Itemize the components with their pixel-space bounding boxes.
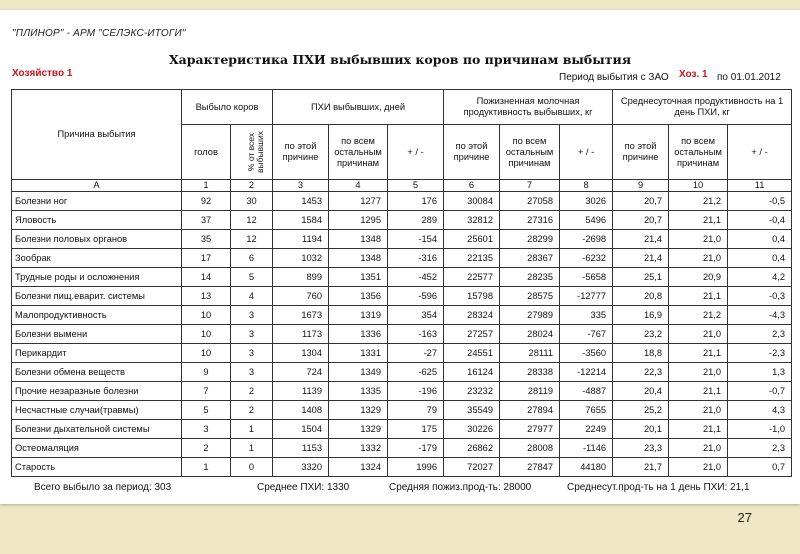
value-cell: 37: [182, 211, 231, 230]
value-cell: 7: [182, 382, 231, 401]
value-cell: 21,0: [669, 439, 728, 458]
value-cell: 2,3: [728, 439, 792, 458]
cause-cell: Старость: [12, 458, 182, 477]
table-row: [12, 249, 792, 268]
value-cell: 1332: [329, 439, 388, 458]
cause-cell: Болезни пищ.еварит. системы: [12, 287, 182, 306]
value-cell: 1584: [273, 211, 329, 230]
value-cell: 0,7: [728, 458, 792, 477]
value-cell: 44180: [560, 458, 613, 477]
value-cell: 28119: [500, 382, 560, 401]
value-cell: 72027: [444, 458, 500, 477]
column-number: 7: [500, 180, 560, 192]
value-cell: 14: [182, 268, 231, 287]
column-number-row: [12, 180, 792, 192]
page-number: 27: [737, 510, 752, 525]
value-cell: 28324: [444, 306, 500, 325]
value-cell: 3: [231, 306, 273, 325]
table-row: [12, 230, 792, 249]
value-cell: 2: [182, 439, 231, 458]
value-cell: -316: [388, 249, 444, 268]
value-cell: 27894: [500, 401, 560, 420]
value-cell: 25601: [444, 230, 500, 249]
value-cell: -1,0: [728, 420, 792, 439]
value-cell: 1331: [329, 344, 388, 363]
value-cell: 21,0: [669, 249, 728, 268]
value-cell: 1673: [273, 306, 329, 325]
value-cell: -6232: [560, 249, 613, 268]
value-cell: 175: [388, 420, 444, 439]
value-cell: 4,3: [728, 401, 792, 420]
sub-heads: голов: [182, 125, 231, 180]
app-title: "ПЛИНОР" - АРМ "СЕЛЭКС-ИТОГИ": [12, 28, 186, 39]
value-cell: -27: [388, 344, 444, 363]
value-cell: 1349: [329, 363, 388, 382]
value-cell: -3560: [560, 344, 613, 363]
cause-cell: Малопродуктивность: [12, 306, 182, 325]
sub-days-diff: + / -: [388, 125, 444, 180]
value-cell: 21,0: [669, 363, 728, 382]
value-cell: 899: [273, 268, 329, 287]
value-cell: 27847: [500, 458, 560, 477]
value-cell: 9: [182, 363, 231, 382]
column-number: 6: [444, 180, 500, 192]
cause-cell: Зообрак: [12, 249, 182, 268]
value-cell: 27257: [444, 325, 500, 344]
sub-percent: [231, 125, 273, 180]
value-cell: 21,0: [669, 401, 728, 420]
value-cell: -625: [388, 363, 444, 382]
value-cell: -0,3: [728, 287, 792, 306]
value-cell: 1173: [273, 325, 329, 344]
value-cell: 3: [231, 363, 273, 382]
value-cell: 3320: [273, 458, 329, 477]
value-cell: 21,0: [669, 458, 728, 477]
column-number: 2: [231, 180, 273, 192]
value-cell: 25,2: [613, 401, 669, 420]
value-cell: 4,2: [728, 268, 792, 287]
sub-milk-diff: + / -: [560, 125, 613, 180]
value-cell: 354: [388, 306, 444, 325]
value-cell: -1146: [560, 439, 613, 458]
value-cell: 3: [182, 420, 231, 439]
value-cell: 12: [231, 211, 273, 230]
value-cell: 15798: [444, 287, 500, 306]
value-cell: -767: [560, 325, 613, 344]
value-cell: 30226: [444, 420, 500, 439]
value-cell: -4,3: [728, 306, 792, 325]
value-cell: 35: [182, 230, 231, 249]
value-cell: 21,2: [669, 306, 728, 325]
culling-table: [11, 89, 792, 477]
value-cell: 6: [231, 249, 273, 268]
value-cell: 28111: [500, 344, 560, 363]
sub-daily-other: по всем остальным причинам: [669, 125, 728, 180]
value-cell: 1356: [329, 287, 388, 306]
average-daily: Среднесут.прод-ть на 1 день ПХИ: 21,1: [567, 482, 750, 493]
cause-cell: Болезни дыхательной системы: [12, 420, 182, 439]
value-cell: 1139: [273, 382, 329, 401]
value-cell: 24551: [444, 344, 500, 363]
header-cause: Причина выбытия: [12, 90, 182, 180]
header-culled: Выбыло коров: [182, 90, 273, 125]
value-cell: 16,9: [613, 306, 669, 325]
value-cell: 16124: [444, 363, 500, 382]
value-cell: 28367: [500, 249, 560, 268]
value-cell: 1504: [273, 420, 329, 439]
value-cell: 0: [231, 458, 273, 477]
table-row: [12, 458, 792, 477]
value-cell: 1996: [388, 458, 444, 477]
value-cell: -154: [388, 230, 444, 249]
value-cell: 21,1: [669, 287, 728, 306]
value-cell: 1329: [329, 420, 388, 439]
value-cell: 1348: [329, 249, 388, 268]
value-cell: 7655: [560, 401, 613, 420]
cause-cell: Несчастные случаи(травмы): [12, 401, 182, 420]
column-number: 10: [669, 180, 728, 192]
value-cell: -596: [388, 287, 444, 306]
value-cell: 1032: [273, 249, 329, 268]
value-cell: 1319: [329, 306, 388, 325]
value-cell: 176: [388, 192, 444, 211]
value-cell: 1348: [329, 230, 388, 249]
table-row: [12, 363, 792, 382]
sub-daily-diff: + / -: [728, 125, 792, 180]
value-cell: 1: [182, 458, 231, 477]
value-cell: -12214: [560, 363, 613, 382]
period-farm: Хоз. 1: [679, 69, 708, 80]
value-cell: 22,3: [613, 363, 669, 382]
value-cell: 28299: [500, 230, 560, 249]
header-days: ПХИ выбывших, дней: [273, 90, 444, 125]
cause-cell: Болезни ног: [12, 192, 182, 211]
value-cell: 23,3: [613, 439, 669, 458]
value-cell: 22135: [444, 249, 500, 268]
value-cell: 27058: [500, 192, 560, 211]
value-cell: 28235: [500, 268, 560, 287]
value-cell: 1351: [329, 268, 388, 287]
value-cell: 20,8: [613, 287, 669, 306]
value-cell: 28338: [500, 363, 560, 382]
value-cell: -0,4: [728, 211, 792, 230]
value-cell: 23232: [444, 382, 500, 401]
report-title: Характеристика ПХИ выбывших коров по причинам выбытия: [168, 52, 632, 67]
value-cell: 1304: [273, 344, 329, 363]
value-cell: 3: [231, 344, 273, 363]
value-cell: 32812: [444, 211, 500, 230]
value-cell: 5: [231, 268, 273, 287]
value-cell: 13: [182, 287, 231, 306]
value-cell: 25,1: [613, 268, 669, 287]
value-cell: 3026: [560, 192, 613, 211]
value-cell: 21,0: [669, 325, 728, 344]
value-cell: 27989: [500, 306, 560, 325]
value-cell: 26862: [444, 439, 500, 458]
value-cell: 5: [182, 401, 231, 420]
value-cell: 5496: [560, 211, 613, 230]
table-row: [12, 325, 792, 344]
value-cell: 12: [231, 230, 273, 249]
value-cell: 4: [231, 287, 273, 306]
value-cell: 20,4: [613, 382, 669, 401]
average-phi: Среднее ПХИ: 1330: [257, 482, 350, 493]
value-cell: 3: [231, 325, 273, 344]
cause-cell: Болезни вымени: [12, 325, 182, 344]
table-row: [12, 401, 792, 420]
value-cell: 335: [560, 306, 613, 325]
value-cell: 10: [182, 344, 231, 363]
sub-percent-text: % от всех выбывших: [246, 130, 265, 173]
value-cell: 35549: [444, 401, 500, 420]
column-number: 1: [182, 180, 231, 192]
value-cell: 79: [388, 401, 444, 420]
cause-cell: Трудные роды и осложнения: [12, 268, 182, 287]
sub-days-other: по всем остальным причинам: [329, 125, 388, 180]
value-cell: 1324: [329, 458, 388, 477]
value-cell: 20,1: [613, 420, 669, 439]
table-row: [12, 192, 792, 211]
value-cell: 22577: [444, 268, 500, 287]
value-cell: -0,7: [728, 382, 792, 401]
table-body: [12, 192, 792, 477]
table-row: [12, 420, 792, 439]
total-culled: Всего выбыло за период: 303: [34, 482, 172, 493]
value-cell: 1: [231, 420, 273, 439]
value-cell: 1336: [329, 325, 388, 344]
value-cell: 20,7: [613, 192, 669, 211]
value-cell: -2,3: [728, 344, 792, 363]
column-number: 8: [560, 180, 613, 192]
value-cell: 1335: [329, 382, 388, 401]
value-cell: 1194: [273, 230, 329, 249]
value-cell: 20,7: [613, 211, 669, 230]
value-cell: 27316: [500, 211, 560, 230]
cause-cell: Болезни половых органов: [12, 230, 182, 249]
average-milk: Средняя пожиз.прод-ть: 28000: [389, 482, 532, 493]
period-label: Период выбытия с ЗАО: [559, 72, 669, 83]
value-cell: -4887: [560, 382, 613, 401]
cause-cell: Остеомаляция: [12, 439, 182, 458]
value-cell: 1295: [329, 211, 388, 230]
table-row: [12, 439, 792, 458]
value-cell: 10: [182, 306, 231, 325]
value-cell: 1277: [329, 192, 388, 211]
value-cell: 18,8: [613, 344, 669, 363]
value-cell: 724: [273, 363, 329, 382]
value-cell: 21,1: [669, 382, 728, 401]
value-cell: 27977: [500, 420, 560, 439]
cause-cell: Яловость: [12, 211, 182, 230]
value-cell: 23,2: [613, 325, 669, 344]
value-cell: 1453: [273, 192, 329, 211]
value-cell: -179: [388, 439, 444, 458]
table-row: [12, 344, 792, 363]
value-cell: -196: [388, 382, 444, 401]
value-cell: -452: [388, 268, 444, 287]
value-cell: 1329: [329, 401, 388, 420]
table-row: [12, 306, 792, 325]
value-cell: 21,1: [669, 211, 728, 230]
table-row: [12, 268, 792, 287]
value-cell: 0,4: [728, 249, 792, 268]
cause-cell: Болезни обмена веществ: [12, 363, 182, 382]
value-cell: 289: [388, 211, 444, 230]
table-row: [12, 287, 792, 306]
value-cell: 21,0: [669, 230, 728, 249]
value-cell: 21,2: [669, 192, 728, 211]
header-milk: Пожизненная молочная продуктивность выбывших, кг: [444, 90, 613, 125]
value-cell: 1153: [273, 439, 329, 458]
value-cell: 30: [231, 192, 273, 211]
value-cell: 760: [273, 287, 329, 306]
value-cell: 92: [182, 192, 231, 211]
column-number: 9: [613, 180, 669, 192]
sub-milk-other: по всем остальным причинам: [500, 125, 560, 180]
value-cell: 17: [182, 249, 231, 268]
sub-days-this: по этой причине: [273, 125, 329, 180]
sub-daily-this: по этой причине: [613, 125, 669, 180]
value-cell: 21,4: [613, 249, 669, 268]
value-cell: 21,1: [669, 344, 728, 363]
period-date: по 01.01.2012: [717, 72, 781, 83]
value-cell: 2: [231, 382, 273, 401]
value-cell: 28008: [500, 439, 560, 458]
farm-name: Хозяйство 1: [12, 68, 73, 79]
column-number: 4: [329, 180, 388, 192]
value-cell: 20,9: [669, 268, 728, 287]
value-cell: -12777: [560, 287, 613, 306]
value-cell: -0,5: [728, 192, 792, 211]
value-cell: -2698: [560, 230, 613, 249]
value-cell: 0,4: [728, 230, 792, 249]
value-cell: 21,1: [669, 420, 728, 439]
table-row: [12, 211, 792, 230]
value-cell: 21,4: [613, 230, 669, 249]
value-cell: 30084: [444, 192, 500, 211]
column-number: А: [12, 180, 182, 192]
value-cell: 2249: [560, 420, 613, 439]
value-cell: -5658: [560, 268, 613, 287]
table-row: [12, 382, 792, 401]
value-cell: -163: [388, 325, 444, 344]
value-cell: 10: [182, 325, 231, 344]
column-number: 5: [388, 180, 444, 192]
cause-cell: Прочие незаразные болезни: [12, 382, 182, 401]
sub-milk-this: по этой причине: [444, 125, 500, 180]
value-cell: 1: [231, 439, 273, 458]
value-cell: 1408: [273, 401, 329, 420]
value-cell: 28024: [500, 325, 560, 344]
value-cell: 21,7: [613, 458, 669, 477]
value-cell: 2: [231, 401, 273, 420]
header-daily: Среднесуточная продуктивность на 1 день ПХИ, кг: [613, 90, 792, 125]
value-cell: 28575: [500, 287, 560, 306]
cause-cell: Перикардит: [12, 344, 182, 363]
column-number: 3: [273, 180, 329, 192]
value-cell: 1,3: [728, 363, 792, 382]
column-number: 11: [728, 180, 792, 192]
value-cell: 2,3: [728, 325, 792, 344]
